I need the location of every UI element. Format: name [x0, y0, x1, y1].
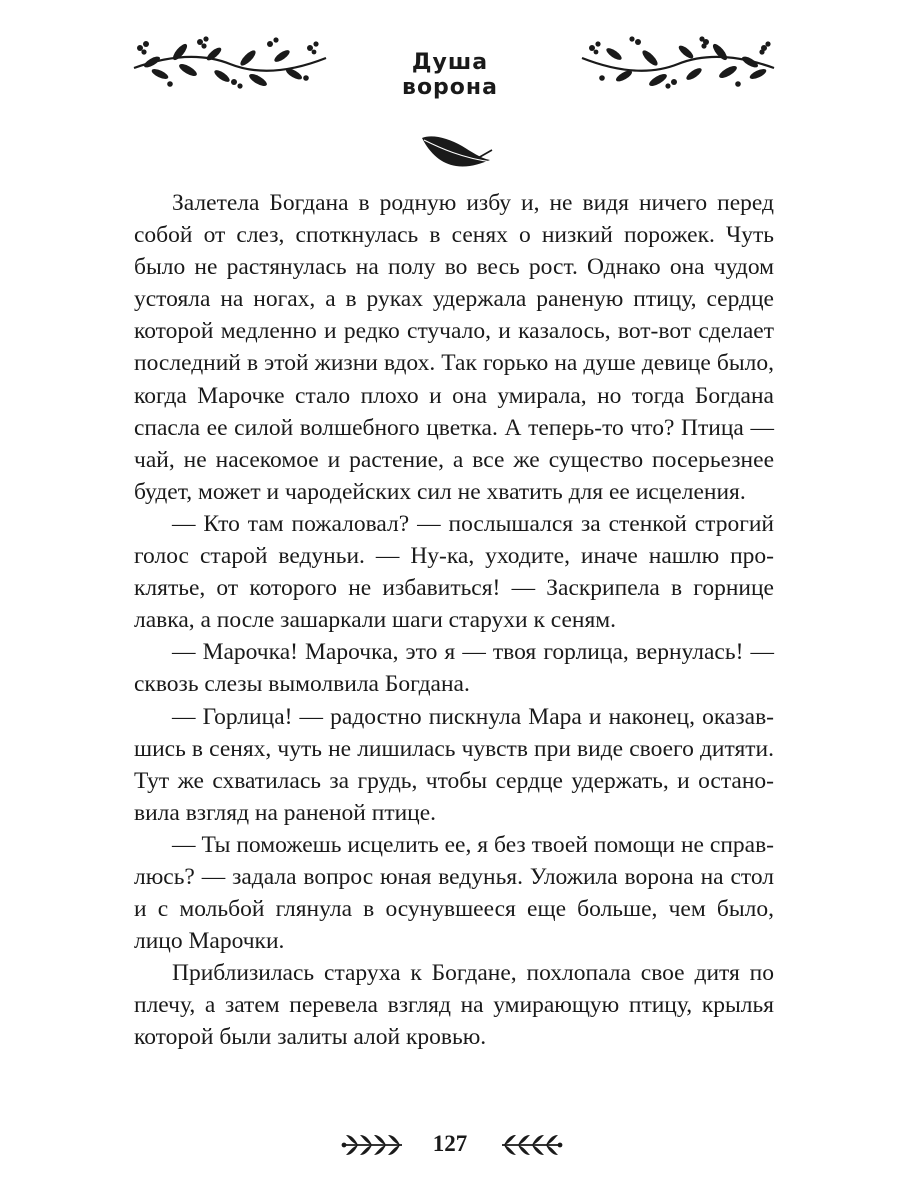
page-header — [0, 30, 900, 100]
paragraph: — Ты поможешь исцелить ее, я без твоей помощи не справлюсь? — задала вопрос юная ведунья. Уложила ворона на стол и с мольбой глянула в осунувшееся еще больше, чем было, лицо Марочки. — [134, 831, 774, 955]
leaf-sprig-icon — [340, 1133, 404, 1161]
paragraph: — Горлица! — радостно пискнула Мара и наконец, оказавшись в сенях, чуть не лишилась чувств при виде своего дитяти. Тут же схватилась за грудь, чтобы сердце удержать, и остановила взгляд на раненой птице. — [134, 703, 774, 826]
paragraph: Приблизилась старуха к Богдане, похлопала свое дитя по плечу, а затем перевела взгляд на умирающую птицу, крылья которой были залиты алой кровью. — [134, 960, 774, 1051]
paragraph: — Марочка! Марочка, это я — твоя горлица, вернулась! — сквозь слезы вымолвила Богдана. — [134, 639, 774, 698]
paragraph: — Кто там пожаловал? — послышался за стенкой строгий голос старой ведуньи. — Ну-ка, уходите, иначе нашлю проклятье, от которого не избавиться! — Заскрипела в горнице лавка, а после зашаркали шаги старухи к сеням. — [134, 510, 774, 634]
page-number: 127 — [432, 1131, 468, 1156]
paragraph: Залетела Богдана в родную избу и, не видя ничего перед собой от слез, споткнулась в сенях о низкий порожек. Чуть было не растянулась на полу во весь рост. Однако она чудом устояла на ногах, а в руках удержала раненую птицу, сердце которой медленно и редко стучало, и казалось, вот-вот сделает последний в этой жизни вдох. Так горько на душе девице было, когда Марочке стало плохо и она умирала, но тогда Богдана спасла ее силой волшебного цветка. А теперь-то что? Птица — чай, не насекомое и растение, а все же существо посерьезнее будет, может и чародейских сил не хватить для ее исцеления. — [134, 190, 774, 505]
running-title: Душа ворона — [402, 50, 498, 100]
floral-branch-icon — [578, 34, 778, 98]
page-footer — [0, 1125, 900, 1175]
leaf-sprig-icon — [500, 1133, 564, 1161]
body-text — [134, 187, 774, 1054]
floral-branch-icon — [130, 34, 330, 98]
feather-icon — [418, 128, 494, 178]
